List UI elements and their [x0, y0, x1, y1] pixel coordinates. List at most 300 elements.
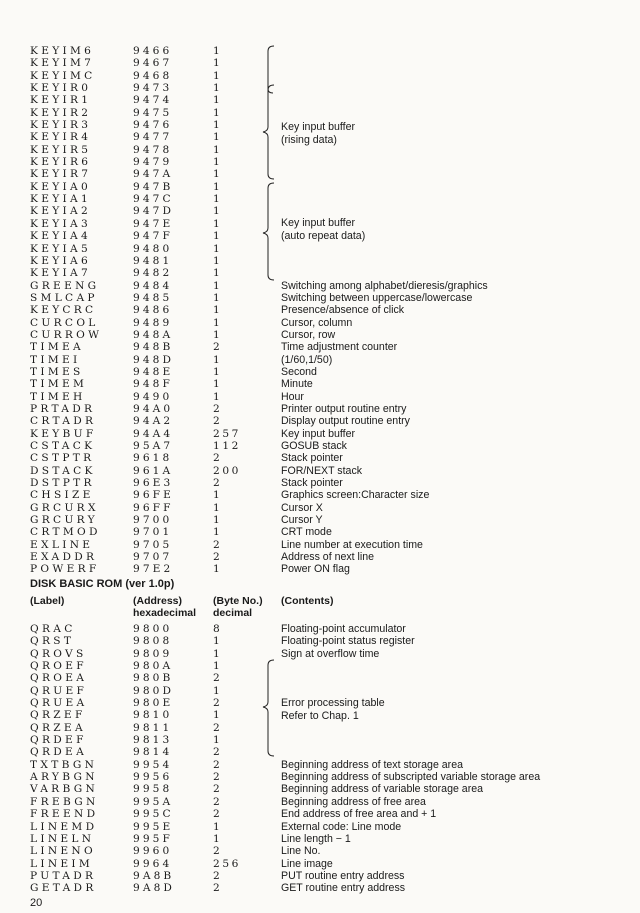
- cell-contents: GET routine entry address: [281, 882, 406, 895]
- cell-label: LINEMD: [30, 820, 98, 833]
- cell-address: 995C: [133, 808, 174, 821]
- cell-address: 9482: [133, 267, 173, 280]
- cell-address: 980E: [133, 697, 174, 710]
- cell-bytes: 1: [213, 131, 223, 144]
- table-row: [30, 783, 630, 795]
- table-row: [30, 746, 630, 758]
- cell-address: 9478: [133, 143, 173, 156]
- cell-contents: External code: Line mode: [281, 820, 402, 833]
- cell-contents: Line image: [281, 857, 333, 870]
- cell-bytes: 1: [213, 143, 223, 156]
- cell-address: 947C: [133, 193, 174, 206]
- cell-address: 9480: [133, 242, 173, 255]
- cell-address: 94A4: [133, 427, 174, 440]
- cell-bytes: 2: [213, 415, 223, 428]
- cell-label: KEYIR4: [30, 131, 92, 144]
- cell-address: 9813: [133, 734, 173, 747]
- note-line: Key input buffer: [281, 121, 356, 133]
- cell-label: FREEND: [30, 808, 99, 821]
- cell-address: 9705: [133, 538, 173, 551]
- table-row: [30, 267, 630, 279]
- cell-label: KEYIR0: [30, 82, 92, 95]
- note-line: Refer to Chap. 1: [281, 710, 359, 722]
- cell-address: 9468: [133, 69, 173, 82]
- table-row: [30, 870, 630, 882]
- cell-bytes: 1: [213, 501, 223, 514]
- cell-contents: Cursor, column: [281, 316, 353, 329]
- cell-bytes: 2: [213, 672, 223, 685]
- table-row: [30, 255, 630, 267]
- cell-label: KEYIA2: [30, 205, 92, 218]
- cell-bytes: 1: [213, 526, 223, 539]
- table-row: [30, 623, 630, 635]
- cell-label: KEYIA5: [30, 242, 92, 255]
- table-row: [30, 415, 630, 427]
- cell-label: TXTBGN: [30, 758, 98, 771]
- cell-bytes: 1: [213, 660, 223, 673]
- cell-bytes: 1: [213, 57, 223, 70]
- cell-label: TIMEM: [30, 378, 88, 391]
- cell-contents: Hour: [281, 390, 304, 403]
- table-row: [30, 280, 630, 292]
- cell-bytes: 1: [213, 390, 223, 403]
- cell-bytes: 1: [213, 514, 223, 527]
- cell-address: 94A2: [133, 415, 174, 428]
- cell-bytes: 1: [213, 489, 223, 502]
- table-row: [30, 378, 630, 390]
- cell-contents: Floating-point status register: [281, 635, 415, 648]
- cell-label: KEYIR6: [30, 156, 92, 169]
- cell-label: SMLCAP: [30, 291, 98, 304]
- table-row: [30, 672, 630, 684]
- cell-contents: Time adjustment counter: [281, 341, 398, 354]
- cell-address: 961A: [133, 464, 174, 477]
- cell-address: 9810: [133, 709, 173, 722]
- cell-bytes: 1: [213, 647, 223, 660]
- cell-address: 9484: [133, 279, 173, 292]
- table-row: [30, 243, 630, 255]
- cell-contents: Line number at execution time: [281, 538, 423, 551]
- cell-bytes: 112: [213, 440, 242, 452]
- cell-label: PUTADR: [30, 869, 97, 882]
- table-row: [30, 660, 630, 672]
- cell-bytes: 2: [213, 795, 223, 808]
- cell-bytes: 1: [213, 94, 223, 107]
- table-row: [30, 685, 630, 697]
- cell-contents: Presence/absence of click: [281, 304, 405, 317]
- cell-label: KEYIM7: [30, 57, 95, 70]
- table-row: [30, 551, 630, 563]
- cell-contents: Second: [281, 365, 317, 378]
- table-row: [30, 168, 630, 180]
- note-error-table: [281, 697, 385, 723]
- cell-label: PRTADR: [30, 402, 96, 415]
- cell-address: 9489: [133, 316, 173, 329]
- cell-bytes: 2: [213, 869, 223, 882]
- cell-label: QRZEA: [30, 721, 86, 734]
- cell-label: GREENG: [30, 279, 100, 292]
- table-row: [30, 489, 630, 501]
- cell-address: 980B: [133, 672, 174, 685]
- cell-address: 9707: [133, 551, 173, 564]
- table-row: [30, 539, 630, 551]
- cell-label: GETADR: [30, 882, 97, 895]
- table-row: [30, 205, 630, 217]
- cell-label: KEYIMC: [30, 69, 96, 82]
- cell-label: EXLINE: [30, 538, 94, 551]
- table-row: [30, 808, 630, 820]
- cell-address: 96FF: [133, 501, 174, 514]
- cell-contents: Key input buffer: [281, 427, 356, 440]
- cell-contents: Beginning address of text storage area: [281, 758, 463, 771]
- cell-label: EXADDR: [30, 551, 98, 564]
- cell-contents: Printer output routine entry: [281, 402, 407, 415]
- cell-address: 9808: [133, 635, 173, 648]
- register-table-bottom: [30, 623, 630, 895]
- cell-label: KEYIA3: [30, 217, 92, 230]
- table-row: [30, 563, 630, 575]
- cell-bytes: 8: [213, 623, 223, 635]
- table-row: [30, 635, 630, 647]
- cell-bytes: 2: [213, 882, 223, 895]
- cell-contents: Switching between uppercase/lowercase: [281, 291, 473, 304]
- table-row: [30, 648, 630, 660]
- cell-contents: Beginning address of free area: [281, 795, 426, 808]
- cell-label: QROEF: [30, 660, 87, 673]
- cell-bytes: 1: [213, 45, 223, 57]
- column-header-address: [133, 595, 196, 619]
- cell-address: 9960: [133, 845, 173, 858]
- cell-bytes: 2: [213, 402, 223, 415]
- cell-address: 9485: [133, 291, 173, 304]
- page-number: 20: [30, 897, 43, 909]
- cell-label: KEYBUF: [30, 427, 97, 440]
- cell-bytes: 2: [213, 477, 223, 490]
- cell-label: DSTPTR: [30, 477, 95, 490]
- cell-contents: CRT mode: [281, 526, 332, 539]
- table-row: [30, 514, 630, 526]
- cell-contents: Cursor, row: [281, 328, 336, 341]
- brace-error-table: [262, 659, 276, 759]
- cell-bytes: 1: [213, 684, 223, 697]
- cell-bytes: 1: [213, 82, 223, 95]
- cell-label: QRUEF: [30, 684, 88, 697]
- table-row: [30, 845, 630, 857]
- cell-address: 947E: [133, 217, 174, 230]
- column-header-line: (Byte No.): [213, 595, 263, 607]
- cell-label: CURROW: [30, 328, 103, 341]
- cell-address: 947D: [133, 205, 175, 218]
- cell-label: KEYIR7: [30, 168, 92, 181]
- cell-contents: End address of free area and + 1: [281, 808, 437, 821]
- note-line: Key input buffer: [281, 217, 356, 229]
- cell-label: TIMEI: [30, 353, 81, 366]
- cell-bytes: 1: [213, 254, 223, 267]
- cell-address: 948D: [133, 353, 175, 366]
- cell-bytes: 2: [213, 845, 223, 858]
- cell-address: 947A: [133, 168, 174, 181]
- table-row: [30, 477, 630, 489]
- table-row: [30, 107, 630, 119]
- cell-contents: Floating-point accumulator: [281, 623, 406, 635]
- cell-address: 9954: [133, 758, 173, 771]
- cell-bytes: 1: [213, 353, 223, 366]
- cell-label: QRUEA: [30, 697, 88, 710]
- cell-bytes: 2: [213, 721, 223, 734]
- cell-address: 9479: [133, 156, 173, 169]
- cell-contents: (1/60,1/50): [281, 353, 333, 366]
- cell-label: KEYCRC: [30, 304, 97, 317]
- table-row: [30, 354, 630, 366]
- cell-contents: Address of next line: [281, 551, 375, 564]
- column-header-contents: (Contents): [281, 595, 334, 607]
- cell-label: TIMEH: [30, 390, 86, 403]
- cell-label: QRDEF: [30, 734, 87, 747]
- cell-label: LINEIM: [30, 857, 94, 870]
- cell-label: KEYIA4: [30, 230, 92, 243]
- table-row: [30, 329, 630, 341]
- cell-contents: PUT routine entry address: [281, 869, 405, 882]
- cell-address: 9475: [133, 106, 173, 119]
- cell-address: 94A0: [133, 402, 174, 415]
- table-row: [30, 94, 630, 106]
- cell-label: KEYIR1: [30, 94, 92, 107]
- cell-contents: Minute: [281, 378, 313, 391]
- brace-keyir: [262, 84, 276, 180]
- cell-bytes: 1: [213, 316, 223, 329]
- cell-address: 948B: [133, 341, 174, 354]
- cell-label: KEYIA7: [30, 267, 92, 280]
- cell-contents: Display output routine entry: [281, 415, 410, 428]
- cell-contents: Beginning address of variable storage area: [281, 783, 484, 796]
- table-row: [30, 526, 630, 538]
- cell-bytes: 257: [213, 427, 242, 440]
- table-row: [30, 366, 630, 378]
- cell-bytes: 1: [213, 168, 223, 181]
- cell-address: 9467: [133, 57, 173, 70]
- cell-address: 9477: [133, 131, 173, 144]
- cell-bytes: 1: [213, 709, 223, 722]
- table-row: [30, 502, 630, 514]
- cell-bytes: 1: [213, 242, 223, 255]
- cell-label: VARBGN: [30, 783, 99, 796]
- cell-address: 948F: [133, 378, 173, 391]
- cell-address: 9A8D: [133, 882, 176, 895]
- column-header-bytes: [213, 595, 263, 619]
- cell-bytes: 1: [213, 563, 223, 576]
- cell-bytes: 2: [213, 697, 223, 710]
- cell-bytes: 1: [213, 304, 223, 317]
- cell-bytes: 1: [213, 328, 223, 341]
- table-row: [30, 759, 630, 771]
- cell-label: KEYIA6: [30, 254, 92, 267]
- cell-bytes: 2: [213, 808, 223, 821]
- cell-bytes: 1: [213, 267, 223, 280]
- cell-label: CURCOL: [30, 316, 99, 329]
- cell-address: 947B: [133, 180, 174, 193]
- cell-address: 9618: [133, 452, 173, 465]
- cell-address: 95A7: [133, 440, 174, 452]
- cell-label: GRCURX: [30, 501, 99, 514]
- cell-contents: Line No.: [281, 845, 321, 858]
- cell-label: LINENO: [30, 845, 96, 858]
- table-row: [30, 440, 630, 452]
- table-row: [30, 428, 630, 440]
- table-row: [30, 858, 630, 870]
- cell-contents: GOSUB stack: [281, 440, 347, 452]
- table-row: [30, 304, 630, 316]
- cell-address: 9476: [133, 119, 173, 132]
- table-row: [30, 391, 630, 403]
- cell-bytes: 1: [213, 635, 223, 648]
- cell-label: QRAC: [30, 623, 76, 635]
- cell-bytes: 1: [213, 279, 223, 292]
- cell-contents: Graphics screen:Character size: [281, 489, 430, 502]
- cell-bytes: 2: [213, 783, 223, 796]
- cell-contents: Stack pointer: [281, 477, 343, 490]
- cell-label: KEYIR2: [30, 106, 92, 119]
- table-row: [30, 57, 630, 69]
- table-row: [30, 771, 630, 783]
- cell-bytes: 1: [213, 156, 223, 169]
- table-row: [30, 821, 630, 833]
- table-row: [30, 882, 630, 894]
- cell-bytes: 2: [213, 771, 223, 784]
- cell-bytes: 1: [213, 205, 223, 218]
- cell-label: KEYIA1: [30, 193, 92, 206]
- table-row: [30, 403, 630, 415]
- cell-label: QRZEF: [30, 709, 86, 722]
- table-row: [30, 45, 630, 57]
- table-row: [30, 70, 630, 82]
- cell-bytes: 1: [213, 378, 223, 391]
- note-line: Error processing table: [281, 697, 385, 709]
- cell-address: 9956: [133, 771, 173, 784]
- cell-contents: Beginning address of subscripted variable storage area: [281, 771, 541, 784]
- cell-address: 9809: [133, 647, 173, 660]
- cell-bytes: 200: [213, 464, 242, 477]
- cell-bytes: 256: [213, 857, 242, 870]
- cell-label: KEYIR3: [30, 119, 92, 132]
- note-auto-repeat: [281, 217, 365, 243]
- cell-label: QRST: [30, 635, 75, 648]
- cell-label: DSTACK: [30, 464, 96, 477]
- cell-bytes: 1: [213, 69, 223, 82]
- cell-label: CRTMOD: [30, 526, 101, 539]
- table-row: [30, 833, 630, 845]
- cell-address: 9800: [133, 623, 173, 635]
- cell-label: GRCURY: [30, 514, 98, 527]
- table-row: [30, 465, 630, 477]
- table-row: [30, 193, 630, 205]
- table-row: [30, 722, 630, 734]
- cell-bytes: 1: [213, 217, 223, 230]
- cell-label: POWERF: [30, 563, 100, 576]
- cell-address: 9473: [133, 82, 173, 95]
- cell-bytes: 1: [213, 365, 223, 378]
- cell-address: 97E2: [133, 563, 174, 576]
- column-header-line: (Address): [133, 595, 183, 607]
- cell-label: CRTADR: [30, 415, 97, 428]
- table-row: [30, 796, 630, 808]
- cell-bytes: 2: [213, 551, 223, 564]
- brace-keyia: [262, 182, 276, 282]
- cell-contents: FOR/NEXT stack: [281, 464, 363, 477]
- cell-bytes: 1: [213, 106, 223, 119]
- cell-address: 9474: [133, 94, 173, 107]
- cell-label: KEYIM6: [30, 45, 95, 57]
- cell-address: 96FE: [133, 489, 174, 502]
- cell-contents: Sign at overflow time: [281, 647, 380, 660]
- table-row: [30, 317, 630, 329]
- cell-address: 9481: [133, 254, 173, 267]
- cell-address: 948E: [133, 365, 174, 378]
- cell-label: LINELN: [30, 832, 95, 845]
- cell-address: 980D: [133, 684, 175, 697]
- cell-address: 9964: [133, 857, 173, 870]
- cell-bytes: 1: [213, 820, 223, 833]
- cell-bytes: 2: [213, 538, 223, 551]
- cell-label: KEYIA0: [30, 180, 92, 193]
- cell-address: 9466: [133, 45, 173, 57]
- cell-label: FREBGN: [30, 795, 99, 808]
- cell-address: 995E: [133, 820, 174, 833]
- cell-address: 995F: [133, 832, 173, 845]
- cell-bytes: 1: [213, 180, 223, 193]
- cell-label: TIMEA: [30, 341, 84, 354]
- cell-label: ARYBGN: [30, 771, 98, 784]
- cell-contents: Switching among alphabet/dieresis/graphics: [281, 279, 488, 292]
- cell-contents: Line length − 1: [281, 832, 351, 845]
- table-row: [30, 156, 630, 168]
- note-line: (rising data): [281, 134, 337, 146]
- cell-label: CSTPTR: [30, 452, 95, 465]
- cell-contents: Cursor X: [281, 501, 323, 514]
- cell-label: QROEA: [30, 672, 88, 685]
- table-row: [30, 452, 630, 464]
- cell-contents: Power ON flag: [281, 563, 350, 576]
- cell-bytes: 1: [213, 193, 223, 206]
- cell-address: 9700: [133, 514, 173, 527]
- cell-label: CHSIZE: [30, 489, 94, 502]
- cell-bytes: 2: [213, 452, 223, 465]
- table-row: [30, 181, 630, 193]
- table-row: [30, 734, 630, 746]
- column-header-label: (Label): [30, 595, 65, 607]
- cell-address: 947F: [133, 230, 173, 243]
- cell-bytes: 1: [213, 734, 223, 747]
- note-line: (auto repeat data): [281, 230, 366, 242]
- section-title: DISK BASIC ROM (ver 1.0p): [30, 578, 175, 590]
- cell-contents: Stack pointer: [281, 452, 343, 465]
- cell-address: 9701: [133, 526, 173, 539]
- cell-label: CSTACK: [30, 440, 96, 452]
- cell-bytes: 1: [213, 832, 223, 845]
- cell-label: KEYIR5: [30, 143, 92, 156]
- cell-address: 9958: [133, 783, 173, 796]
- cell-label: TIMES: [30, 365, 84, 378]
- cell-address: 96E3: [133, 477, 174, 490]
- table-row: [30, 82, 630, 94]
- cell-address: 948A: [133, 328, 174, 341]
- cell-label: QROVS: [30, 647, 87, 660]
- cell-bytes: 1: [213, 230, 223, 243]
- column-header-line: decimal: [213, 607, 253, 619]
- cell-label: QRDEA: [30, 746, 88, 759]
- cell-bytes: 2: [213, 758, 223, 771]
- cell-address: 9486: [133, 304, 173, 317]
- cell-address: 9490: [133, 390, 173, 403]
